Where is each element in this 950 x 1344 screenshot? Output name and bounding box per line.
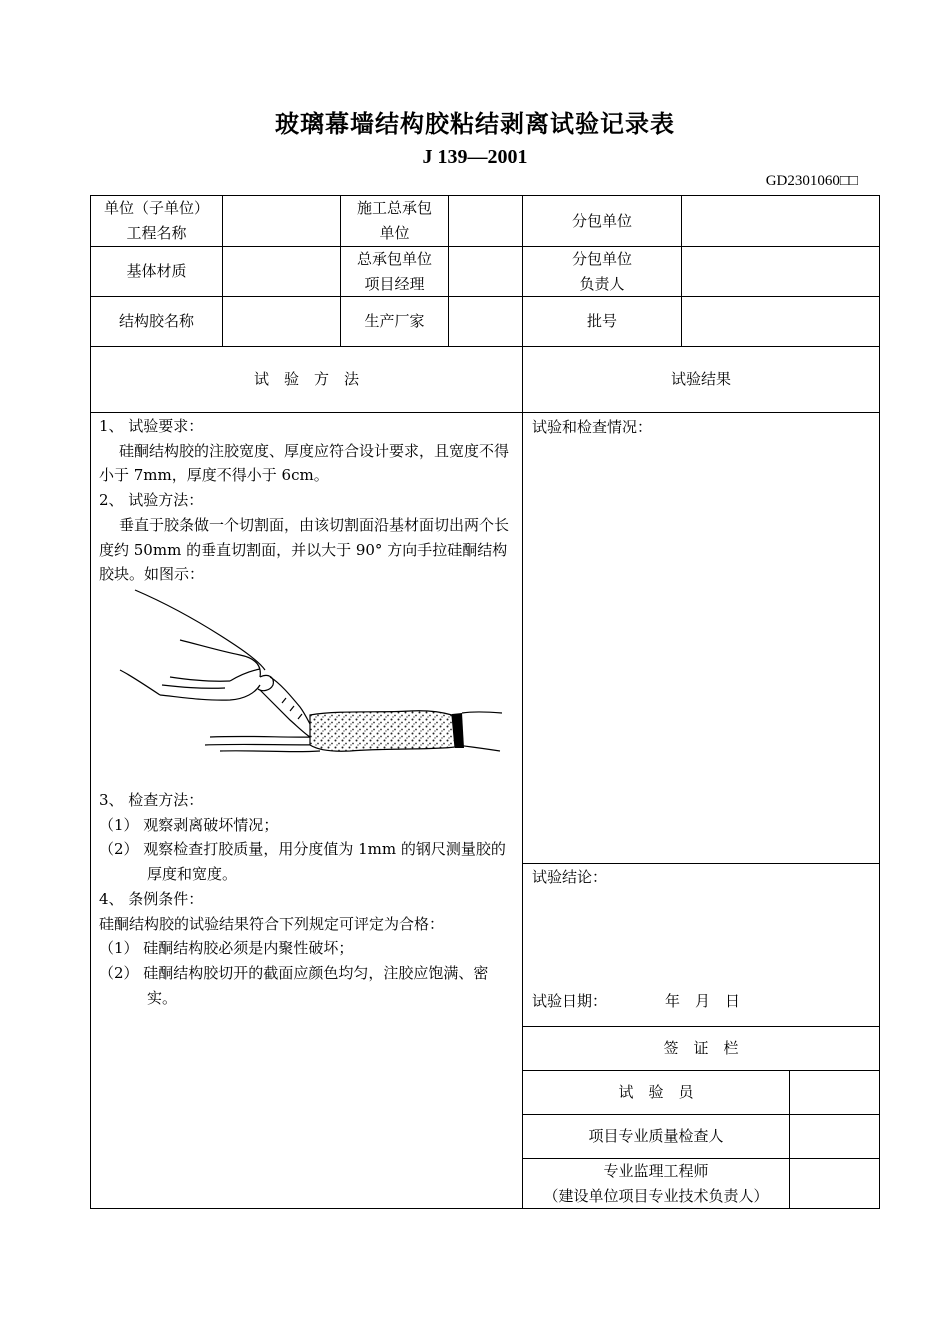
method-title: 2、 试验方法： — [99, 491, 204, 510]
sealant-name-label-text: 结构胶名称 — [118, 312, 194, 330]
method-text: 垂直于胶条做一个切割面，由该切割面沿基材面切出两个长度约 50mm 的垂直切割面，并以大于 90° 方向手拉硅酮结构胶块。如图示： — [99, 515, 510, 584]
manufacturer-label-text: 生产厂家 — [364, 312, 425, 330]
result-header — [523, 347, 879, 412]
subcontractor-label — [523, 196, 681, 246]
supervisor-label — [523, 1159, 789, 1208]
conclusion-label: 试验结论： — [532, 868, 608, 886]
batch-number-label — [523, 297, 681, 346]
quality-inspector-label-text: 项目专业质量检查人 — [588, 1127, 724, 1145]
method-header-text: 试 验 方 法 — [253, 370, 359, 388]
method-text-top — [99, 414, 517, 587]
document-title: 玻璃幕墙结构胶粘结剥离试验记录表 — [275, 109, 675, 138]
project-manager-label-line2: 项目经理 — [364, 274, 425, 293]
check-title: 3、 检查方法： — [99, 791, 204, 809]
subcontractor-responsible-label — [523, 247, 681, 296]
method-header — [91, 347, 522, 412]
condition-text: 硅酮结构胶的试验结果符合下列规定可评定为合格： — [99, 914, 445, 933]
condition-item-1: （1） 硅酮结构胶必须是内聚性破坏； — [99, 939, 354, 958]
general-contractor-label — [341, 196, 448, 246]
method-text-bottom — [99, 788, 517, 1010]
check-item-2: （2） 观察检查打胶质量，用分度值为 1mm 的钢尺测量胶的厚度和宽度。 — [99, 840, 506, 884]
tester-label — [523, 1071, 789, 1114]
check-item-1: （1） 观察剥离破坏情况； — [99, 815, 279, 834]
subcontractor-responsible-line2: 负责人 — [579, 274, 625, 293]
subcontractor-responsible-line1: 分包单位 — [571, 249, 632, 268]
result-header-text: 试验结果 — [670, 370, 731, 388]
requirement-text: 硅酮结构胶的注胶宽度、厚度应符合设计要求，且宽度不得小于 7mm，厚度不得小于 6cm。 — [99, 441, 510, 485]
subcontractor-label-text: 分包单位 — [571, 211, 632, 230]
condition-title: 4、 条例条件： — [99, 889, 204, 908]
base-material-label — [91, 247, 222, 296]
general-contractor-label-line1: 施工总承包 — [356, 199, 432, 217]
quality-inspector-label — [523, 1115, 789, 1158]
requirement-title: 1、 试验要求： — [99, 417, 204, 435]
sign-header — [523, 1027, 879, 1070]
sign-header-text: 签 证 栏 — [663, 1039, 739, 1057]
inspection-label: 试验和检查情况： — [532, 418, 653, 436]
project-name-label-line1: 单位（子单位） — [103, 199, 209, 217]
peel-test-illustration — [110, 585, 505, 765]
tester-label-text: 试 验 员 — [618, 1083, 694, 1101]
form-code: GD2301060□□ — [765, 173, 858, 189]
batch-number-label-text: 批号 — [586, 312, 617, 330]
test-date-fields: 年 月 日 — [665, 992, 741, 1010]
project-name-label — [91, 196, 222, 246]
standard-code: J 139—2001 — [422, 146, 528, 168]
sealant-name-label — [91, 297, 222, 346]
project-manager-label-line1: 总承包单位 — [356, 249, 432, 268]
condition-item-2: （2） 硅酮结构胶切开的截面应颜色均匀，注胶应饱满、密实。 — [99, 963, 489, 1007]
supervisor-label-line1: 专业监理工程师 — [603, 1161, 709, 1180]
general-contractor-label-line2: 单位 — [379, 224, 410, 242]
test-date-label: 试验日期： — [532, 992, 608, 1010]
manufacturer-label — [341, 297, 448, 346]
project-name-label-line2: 工程名称 — [126, 224, 187, 242]
supervisor-label-line2: （建设单位项目专业技术负责人） — [543, 1186, 769, 1205]
project-manager-label — [341, 247, 448, 296]
base-material-label-text: 基体材质 — [126, 262, 187, 280]
